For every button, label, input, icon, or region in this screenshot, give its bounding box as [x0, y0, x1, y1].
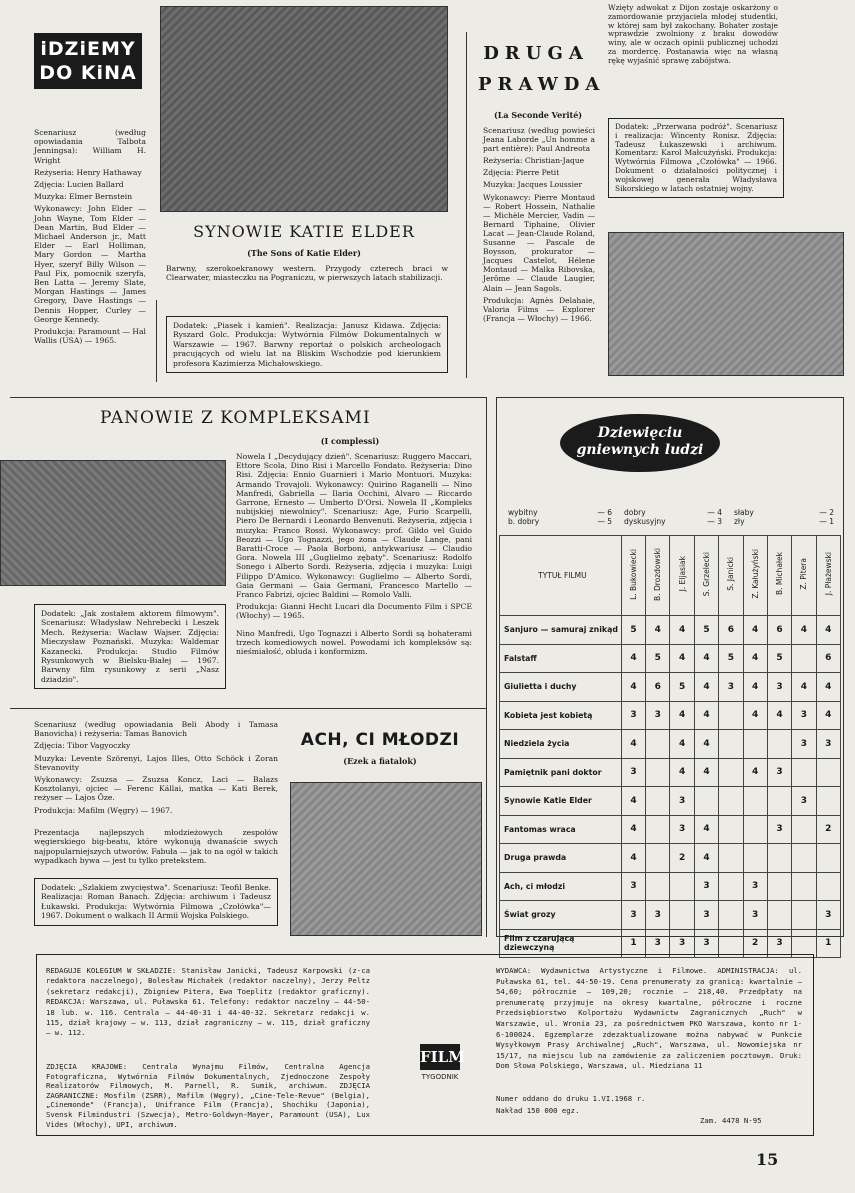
score-cell	[719, 701, 743, 730]
score-cell	[767, 872, 791, 901]
score-cell: 3	[792, 701, 816, 730]
footer-photo-credits: ZDJĘCIA KRAJOWE: Centrala Wynajmu Filmów, Centralna Agencja Fotograficzna, Wytwórnia Filmów Dokumentalnych, Zjednoczone Zespoły Realizatorów Filmowych, M. Parnell, R. Sumik, archiwum. ZDJĘCIA ZAGRANICZNE: Mosfilm (ZSRR), Mafilm (Węgry), „Cine-Tele-Revue" (Belgia), „Cinemonde" (Francja), Unifrance Film (Francja), Shochiku (Japonia), Svensk Filmindustri (Szwecja), Metro-Goldwyn-Mayer, Paramount (USA), Lux Vides (Włochy), UPI, archiwum.	[46, 1062, 370, 1129]
film-title: Falstaff	[500, 644, 622, 673]
druga-prawda-photo	[608, 232, 844, 376]
druga-dodatek: Dodatek: „Przerwana podróż". Scenariusz i realizacja: Wincenty Ronisz. Zdjęcia: Tadeusz Łukaszewski i archiwum. Komentarz: Karol Małcużyński. Produkcja: Wytwórnia Filmowa „Czołówka" — 1966. Dokument o działalności politycznej i wojskowej generała Władysława Sikorskiego w latach ostatniej wojny.	[608, 118, 784, 198]
score-cell: 2	[816, 815, 840, 844]
panowie-dodatek: Dodatek: „Jak zostałem aktorem filmowym". Scenariusz: Władysław Nehrebecki i Leszek Mech. Reżyseria: Wacław Wajser. Zdjęcia: Mieczysław Poznański. Muzyka: Waldemar Kazanecki. Produkcja: Studio Filmów Rysunkowych w Bielsku-Białej — 1967. Barwny film rysunkowy z serii „Nasz dziadzio".	[34, 604, 226, 689]
score-cell	[670, 872, 694, 901]
score-cell	[719, 844, 743, 873]
score-cell	[743, 787, 767, 816]
score-cell: 3	[767, 929, 791, 958]
legend-label: słaby	[734, 508, 754, 517]
score-cell: 3	[792, 730, 816, 759]
film-title: Pamiętnik pani doktor	[500, 758, 622, 787]
score-cell: 4	[621, 815, 645, 844]
score-cell: 4	[670, 701, 694, 730]
footer-order: Zam. 4478 N-95	[700, 1116, 762, 1125]
table-row	[500, 730, 841, 759]
score-cell: 4	[694, 673, 718, 702]
idziemy-do-kina-logo	[34, 33, 142, 89]
score-cell: 3	[792, 787, 816, 816]
panowie-credit-text: Nowela I „Decydujący dzień". Scenariusz: Ruggero Maccari, Ettore Scola, Dino Risi i Marcello Fondato. Reżyseria: Dino Risi. Zdjęcia: Ennio Guarnieri i Mario Montuori. Muzyka: Armando Trovajoli. Wykonawcy: Quirino Raganelli — Nino Manfredi, Gabriella — Ilaria Occhini, Alvaro — Riccardo Garrone, Ernesto — Umberto D'Orsi. Nowela II „Kompleks nubijskiej niewolnicy". Scenariusz: Age, Furio Scarpelli, Piero De Bernardi i Leonardo Benvenuti. Reżyseria, zdjęcia i muzyka: Franco Rossi. Wykonawcy: prof. Gildo vel Guido Beozzi — Ugo Tognazzi, jego żona — Claude Lange, pani Baratti-Croce — Paola Borboni, antykwariusz — Claudio Gora. Nowela III „Guglielmo zębaty". Scenariusz: Rodolfo Sonego i Alberto Sordi. Reżyseria, zdjęcia i muzyka: Luigi Filippo D'Amico. Wykonawcy: Guglielmo — Alberto Sordi, Gaia Germani — Gaia Germani, Francesco Martello — Franco Fabrizi, ojciec Baldini — Romolo Valli.	[236, 452, 472, 600]
score-cell	[792, 815, 816, 844]
score-cell: 4	[694, 844, 718, 873]
score-cell: 4	[743, 616, 767, 645]
critic-header	[767, 536, 791, 616]
score-cell	[743, 815, 767, 844]
table-row	[500, 644, 841, 673]
section-divider	[10, 397, 486, 398]
footer-publisher: WYDAWCA: Wydawnictwa Artystyczne i Filmowe. ADMINISTRACJA: ul. Puławska 61, tel. 44-50-19. Cena prenumeraty za granicą: kwartalnie — 54,60; półrocznie — 109,20; rocznie — 218,40. Przedpłaty na prenumeratę przyjmuje na okresy kwartalne, półroczne i roczne Przedsiębiorstwo Kolportażu Wydawnictw Zagranicznych „Ruch" w Warszawie, ul. Wronia 23, za pośrednictwem PKO Warszawa, konto nr 1-6-100024. Egzemplarze zdezaktualizowane można nabywać w Punkcie Wysyłkowym Prasy Archiwalnej „Ruch", Warszawa, ul. Nowomiejska nr 15/17, na miejscu lub na zamówienie za zaliczeniem pocztowym. Druk: Dom Słowa Polskiego, Warszawa, ul. Miedziana 11	[496, 966, 802, 1071]
table-row	[500, 787, 841, 816]
score-cell: 3	[694, 929, 718, 958]
ratings-title-line-1: Dziewięciu	[597, 425, 683, 441]
score-cell: 3	[694, 901, 718, 930]
film-title: Świat grozy	[500, 901, 622, 930]
ach-dodatek: Dodatek: „Szlakiem zwycięstwa". Scenariusz: Teofil Benke. Realizacja: Roman Banach. Zdjęcia: archiwum i Tadeusz Łukawski. Produkcja: Wytwórnia Filmowa „Czołówka"—1967. Dokument o walkach II Armii Wojska Polskiego.	[34, 878, 278, 926]
logo-line-1: iDZiEMY	[40, 38, 136, 60]
score-cell: 5	[670, 673, 694, 702]
section-divider	[10, 708, 486, 709]
katie-credit: Wykonawcy: John Elder — John Wayne, Tom Elder — Dean Martin, Bud Elder — Michael Anderson jr., Matt Elder — Earl Holliman, Mary Gordon — Martha Hyer, szeryf Billy Wilson — Paul Fix, pomocnik szeryfa, Ben Latta — Jeremy Slate, Morgan Hastings — James Gregory, Dave Hastings — Dennis Hopper, Curley — George Kennedy.	[34, 204, 146, 324]
score-cell: 2	[743, 929, 767, 958]
film-title: Synowie Katie Elder	[500, 787, 622, 816]
film-title: Kobieta jest kobietą	[500, 701, 622, 730]
table-row	[500, 616, 841, 645]
score-cell: 1	[621, 929, 645, 958]
druga-credit: Scenariusz (według powieści Jeana Laborde „Un homme a part entière): Paul Andreota	[483, 126, 595, 154]
critic-header	[719, 536, 743, 616]
critic-name: J. Eljasiak	[677, 556, 687, 592]
score-cell	[743, 844, 767, 873]
score-cell: 1	[816, 929, 840, 958]
score-cell	[670, 901, 694, 930]
panowie-photo	[0, 460, 226, 586]
katie-credits	[34, 128, 146, 348]
score-cell	[743, 730, 767, 759]
score-cell	[646, 844, 670, 873]
critic-name: B. Michałek	[775, 552, 785, 596]
score-cell: 3	[743, 901, 767, 930]
panowie-description: Nino Manfredi, Ugo Tognazzi i Alberto Sordi są bohaterami trzech komediowych nowel. Powodami ich kompleksów są: nieśmiałość, obluda i konformizm.	[236, 628, 472, 657]
score-cell: 4	[694, 701, 718, 730]
druga-credit: Wykonawcy: Pierre Montaud — Robert Hossein, Nathalie — Michèle Mercier, Vadin — Bernard Tiphaine, Olivier Lacat — Jean-Claude Roland, Susanne — Pascale de Boysson, prokurator — Jacques Castelot, Hélene Montaud — Malka Ribovska, Jerôme — Claude Laugier, Alain — Jean Sagols.	[483, 192, 595, 293]
score-cell: 6	[816, 644, 840, 673]
katie-elder-dodatek: Dodatek: „Piasek i kamień". Realizacja: Janusz Kidawa. Zdjęcia: Ryszard Golc. Produkcja: Wytwórnia Filmów Dokumentalnych w Warszawie — 1967. Barwny reportaż o polskich archeologach pracujących od wielu lat na Bliskim Wschodzie pod kierunkiem profesora Kazimierza Michałowskiego.	[166, 316, 448, 373]
score-cell: 3	[694, 872, 718, 901]
score-cell: 6	[646, 673, 670, 702]
film-column-header: TYTUŁ FILMU	[500, 536, 622, 616]
ach-credit: Produkcja: Mafilm (Węgry) — 1967.	[34, 805, 173, 815]
legend-label: dyskusyjny	[624, 517, 666, 526]
score-cell: 6	[767, 616, 791, 645]
ach-credit: Zdjęcia: Tibor Vagyoczky	[34, 741, 131, 751]
film-title: Fantomas wraca	[500, 815, 622, 844]
score-cell	[719, 730, 743, 759]
score-cell: 3	[646, 929, 670, 958]
score-cell	[719, 787, 743, 816]
katie-elder-photo	[160, 6, 448, 212]
film-logo-mark: FILM	[420, 1044, 460, 1070]
druga-original-title: (La Seconde Verité)	[493, 110, 583, 120]
score-cell: 4	[743, 701, 767, 730]
score-cell: 4	[670, 616, 694, 645]
score-cell: 6	[719, 616, 743, 645]
panowie-original-title: (I complessi)	[320, 436, 380, 446]
film-title: Ach, ci młodzi	[500, 872, 622, 901]
score-cell	[767, 901, 791, 930]
druga-credit: Produkcja: Agnès Delahaie, Valoria Films — Explorer (Francja — Włochy) — 1966.	[483, 295, 595, 323]
score-cell: 4	[670, 730, 694, 759]
score-cell	[719, 872, 743, 901]
score-cell	[719, 815, 743, 844]
druga-title-line-1: DRUGA	[483, 43, 589, 64]
film-title: Sanjuro — samuraj znikąd	[500, 616, 622, 645]
legend-value: — 4	[707, 508, 722, 517]
score-cell: 3	[743, 872, 767, 901]
critic-header	[621, 536, 645, 616]
critic-header	[646, 536, 670, 616]
druga-title-line-2: PRAWDA	[478, 74, 606, 95]
score-cell: 3	[670, 929, 694, 958]
score-cell	[792, 644, 816, 673]
score-cell: 3	[767, 673, 791, 702]
film-title: Film z czarującą dziewczyną	[500, 929, 622, 958]
score-cell: 4	[670, 644, 694, 673]
ratings-title-line-2: gniewnych ludzi	[576, 442, 704, 458]
column-divider	[486, 397, 487, 937]
score-cell: 3	[719, 673, 743, 702]
score-cell: 4	[816, 673, 840, 702]
score-cell: 4	[816, 616, 840, 645]
legend-label: b. dobry	[508, 517, 540, 526]
katie-credit: Produkcja: Paramount — Hal Wallis (USA) — 1965.	[34, 327, 146, 346]
score-cell: 4	[670, 758, 694, 787]
score-cell: 5	[646, 644, 670, 673]
legend-value: — 3	[707, 517, 722, 526]
score-cell	[646, 815, 670, 844]
katie-elder-title: SYNOWIE KATIE ELDER	[193, 222, 415, 241]
table-row	[500, 844, 841, 873]
footer-circulation: Nakład 150 000 egz.	[496, 1106, 580, 1115]
legend-value: — 5	[597, 517, 612, 526]
score-cell	[646, 872, 670, 901]
score-cell: 3	[621, 901, 645, 930]
score-cell: 4	[694, 815, 718, 844]
legend-label: dobry	[624, 508, 646, 517]
ach-photo	[290, 782, 482, 936]
legend-value: — 1	[819, 517, 834, 526]
ach-credits	[34, 720, 278, 818]
table-row	[500, 701, 841, 730]
druga-title	[478, 38, 606, 100]
score-cell	[816, 787, 840, 816]
katie-elder-original-title: (The Sons of Katie Elder)	[247, 248, 361, 258]
score-cell: 4	[621, 730, 645, 759]
film-title: Niedziela życia	[500, 730, 622, 759]
score-cell	[646, 758, 670, 787]
critic-header	[792, 536, 816, 616]
critic-name: Z. Pitera	[799, 558, 809, 590]
score-cell	[792, 844, 816, 873]
table-row	[500, 815, 841, 844]
score-cell: 4	[792, 673, 816, 702]
score-cell: 4	[621, 787, 645, 816]
score-cell: 3	[767, 815, 791, 844]
score-cell	[767, 844, 791, 873]
katie-credit: Zdjęcia: Lucien Ballard	[34, 180, 124, 190]
critic-name: S. Grzelecki	[701, 551, 711, 597]
logo-line-2: DO KiNA	[39, 62, 137, 84]
score-cell: 5	[621, 616, 645, 645]
ach-original-title: (Ezek a fiatalok)	[343, 756, 417, 766]
critic-name: Z. Kałużyński	[750, 549, 760, 599]
critic-header	[816, 536, 840, 616]
score-cell: 5	[694, 616, 718, 645]
score-cell: 4	[743, 758, 767, 787]
ach-description: Prezentacja najlepszych młodzieżowych zespołów węgierskiego big-beatu, które wykonują dwanaście swych najpopularniejszych utworów. Fabuła — jak to na ogół w takich wypadkach bywa — jest tu tylko pretekstem.	[34, 828, 278, 866]
film-title: Giulietta i duchy	[500, 673, 622, 702]
column-divider	[156, 300, 157, 382]
panowie-credits	[236, 452, 472, 659]
score-cell	[767, 730, 791, 759]
katie-credit: Reżyseria: Henry Hathaway	[34, 167, 142, 177]
score-cell: 3	[621, 701, 645, 730]
score-cell: 2	[670, 844, 694, 873]
ratings-body	[500, 616, 841, 958]
table-row	[500, 673, 841, 702]
katie-credit: Scenariusz (według opowiadania Talbota Jenningsa): William H. Wright	[34, 128, 146, 165]
page-number: 15	[756, 1150, 779, 1169]
score-cell: 3	[621, 758, 645, 787]
ach-title: ACH, CI MŁODZI	[300, 730, 460, 750]
critic-name: B. Drozdowski	[653, 547, 663, 601]
score-cell: 4	[646, 616, 670, 645]
ratings-title	[560, 414, 720, 472]
critic-name: S. Janicki	[726, 557, 736, 591]
critic-name: J. Płażewski	[823, 552, 833, 596]
score-cell: 3	[816, 730, 840, 759]
score-cell: 3	[670, 815, 694, 844]
score-cell: 4	[694, 758, 718, 787]
score-cell	[816, 758, 840, 787]
druga-description: Wzięty adwokat z Dijon zostaje oskarżony o zamordowanie przyjaciela młodej studentki, w której sam był zakochany. Bohater zostaje wprawdzie zwolniony z braku dowodów winy, ale w oczach opinii publicznej uchodzi za mordercę. Postanawia więc na własną rękę wyjaśnić sprawę zabójstwa.	[608, 3, 778, 65]
table-row	[500, 872, 841, 901]
score-cell: 4	[792, 616, 816, 645]
table-row	[500, 758, 841, 787]
film-title: Druga prawda	[500, 844, 622, 873]
score-cell: 4	[694, 644, 718, 673]
column-divider	[466, 32, 467, 378]
druga-credit: Reżyseria: Christian-Jaque	[483, 156, 585, 166]
legend-value: — 6	[597, 508, 612, 517]
score-cell: 3	[621, 872, 645, 901]
score-cell	[646, 730, 670, 759]
ratings-table	[499, 535, 841, 958]
score-cell	[719, 901, 743, 930]
legend-label: wybitny	[508, 508, 538, 517]
critic-header	[670, 536, 694, 616]
score-cell: 4	[621, 673, 645, 702]
score-cell	[816, 844, 840, 873]
score-cell: 5	[719, 644, 743, 673]
score-cell: 5	[767, 644, 791, 673]
critic-header	[694, 536, 718, 616]
druga-credit: Zdjęcia: Pierre Petit	[483, 168, 560, 178]
score-cell: 4	[621, 844, 645, 873]
critic-header	[743, 536, 767, 616]
score-cell	[816, 872, 840, 901]
legend-label: zły	[734, 517, 745, 526]
score-cell	[767, 787, 791, 816]
film-logo-sub: TYGODNIK	[421, 1073, 459, 1081]
druga-credit: Muzyka: Jacques Loussier	[483, 180, 583, 190]
ach-credit: Scenariusz (według opowiadania Beli Abody i Tamasa Banovicha) i reżyseria: Tamas Banovich	[34, 720, 278, 739]
panowie-distribution: Produkcja: Gianni Hecht Lucari dla Documento Film i SPCE (Włochy) — 1965.	[236, 602, 472, 621]
score-cell: 4	[767, 701, 791, 730]
footer-print-date: Numer oddano do druku 1.VI.1968 r.	[496, 1094, 646, 1103]
katie-credit: Muzyka: Elmer Bernstein	[34, 192, 133, 202]
score-cell: 4	[621, 644, 645, 673]
score-cell: 3	[767, 758, 791, 787]
ratings-header-row	[500, 536, 841, 616]
film-logo	[412, 1044, 468, 1081]
score-cell: 3	[670, 787, 694, 816]
katie-elder-description: Barwny, szerokoekranowy western. Przygody czterech braci w Clearwater, miasteczku na Pograniczu, w pierwszych latach stabilizacji.	[166, 264, 448, 283]
score-cell: 4	[816, 701, 840, 730]
score-cell: 4	[694, 730, 718, 759]
score-cell: 3	[816, 901, 840, 930]
ach-credit: Muzyka: Levente Szörenyi, Lajos Illes, Otto Schöck i Zoran Stevanovity	[34, 753, 278, 772]
score-cell: 3	[646, 901, 670, 930]
critic-name: L. Bukowiecki	[628, 548, 638, 600]
score-cell: 3	[646, 701, 670, 730]
score-cell	[646, 787, 670, 816]
score-cell	[792, 901, 816, 930]
score-cell	[792, 758, 816, 787]
ach-credit: Wykonawcy: Zsuzsa — Zsuzsa Koncz, Laci — Balazs Kosztolanyi, ojciec — Ferenc Kállai, matka — Kati Berek, reżyser — Lajos Őze.	[34, 775, 278, 803]
footer-editorial: REDAGUJE KOLEGIUM W SKŁADZIE: Stanisław Janicki, Tadeusz Karpowski (z-ca redaktora naczelnego), Bolesław Michałek (redaktor naczelny), Jerzy Peltz (sekretarz redakcji), Zbigniew Pitera, Ewa Toeplitz (redaktor graficzny). REDAKCJA: Warszawa, ul. Puławska 61. Telefony: redaktor naczelny — 44-50-18 lub. w. 116. Centrala — 44-40-31 i 44-40-32. Sekretarz redakcji w. 115, dział krajowy — w. 113, dział zagraniczny — w. 115, dział graficzny — w. 112.	[46, 966, 370, 1038]
score-cell	[792, 872, 816, 901]
score-cell: 4	[743, 673, 767, 702]
ratings-legend	[508, 508, 834, 526]
score-cell	[694, 787, 718, 816]
panowie-title: PANOWIE Z KOMPLEKSAMI	[100, 408, 371, 428]
table-row	[500, 901, 841, 930]
legend-value: — 2	[819, 508, 834, 517]
druga-credits	[483, 126, 595, 326]
score-cell: 4	[743, 644, 767, 673]
score-cell	[719, 758, 743, 787]
